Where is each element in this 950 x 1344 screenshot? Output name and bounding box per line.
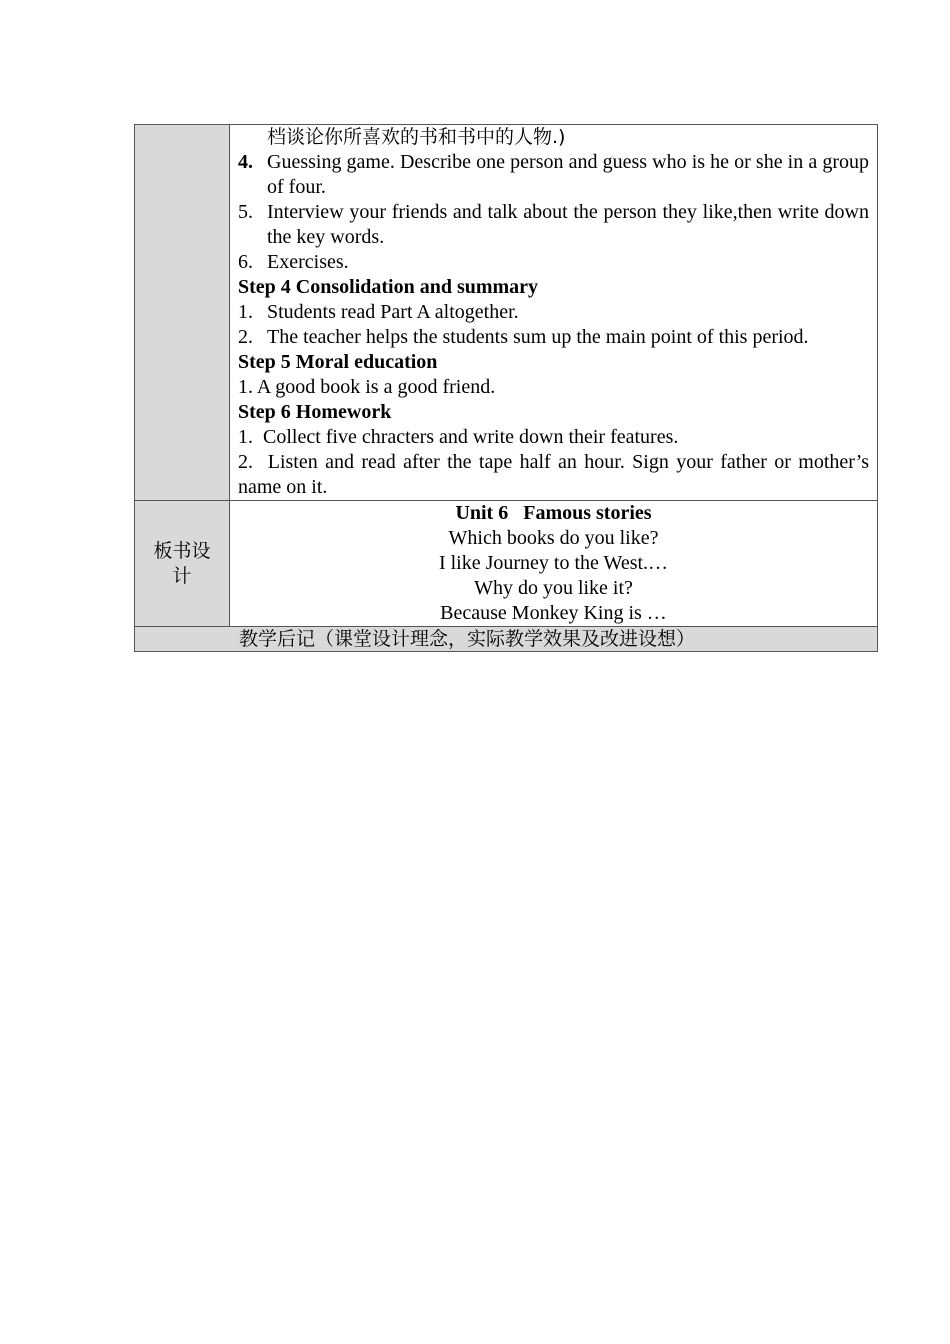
board-line: Which books do you like? xyxy=(448,527,659,549)
board-design-label-cell xyxy=(135,501,230,627)
item-text: Exercises. xyxy=(267,251,349,273)
lesson-plan-table xyxy=(134,124,878,652)
board-line: I like Journey to the West.… xyxy=(438,552,669,574)
board-design-label: 板书设计 xyxy=(153,539,211,587)
item-number: 4. xyxy=(238,151,253,173)
process-content-cell xyxy=(230,125,878,501)
step4-heading: Step 4 Consolidation and summary xyxy=(238,276,539,298)
reflection-row xyxy=(135,627,878,652)
board-line: Why do you like it? xyxy=(474,577,633,599)
item-number: 2. xyxy=(238,326,253,348)
item-number: 6. xyxy=(238,251,253,273)
teaching-process-row xyxy=(135,125,878,501)
reflection-label: 教学后记（课堂设计理念，实际教学效果及改进设想） xyxy=(135,627,878,652)
list-item xyxy=(238,325,869,350)
item-text: Interview your friends and talk about the person they like,then write down the key words. xyxy=(267,201,869,248)
item-text: Students read Part A altogether. xyxy=(267,301,519,323)
list-item xyxy=(238,150,869,200)
step5-text: 1. A good book is a good friend. xyxy=(238,376,496,398)
list-item xyxy=(238,250,869,275)
item-text: The teacher helps the students sum up the main point of this period. xyxy=(267,326,809,348)
board-line: Because Monkey King is … xyxy=(440,602,667,624)
item-text: Guessing game. Describe one person and guess who is he or she in a group of four. xyxy=(267,151,869,198)
item-number: 5. xyxy=(238,201,253,223)
step6-item-2: 2. Listen and read after the tape half an hour. Sign your father or mother’s name on it. xyxy=(238,451,874,498)
step5-heading: Step 5 Moral education xyxy=(238,351,438,373)
board-design-content xyxy=(230,501,878,627)
step6-heading: Step 6 Homework xyxy=(238,401,392,423)
process-label-cell xyxy=(135,125,230,501)
item-number: 1. xyxy=(238,301,253,323)
board-design-row xyxy=(135,501,878,627)
continuation-line: 档谈论你所喜欢的书和书中的人物.) xyxy=(267,126,566,148)
list-item xyxy=(238,200,869,250)
board-title: Unit 6 Famous stories xyxy=(455,502,652,524)
step6-item-1: 1. Collect five chracters and write down their features. xyxy=(238,426,679,448)
list-item xyxy=(238,300,869,325)
